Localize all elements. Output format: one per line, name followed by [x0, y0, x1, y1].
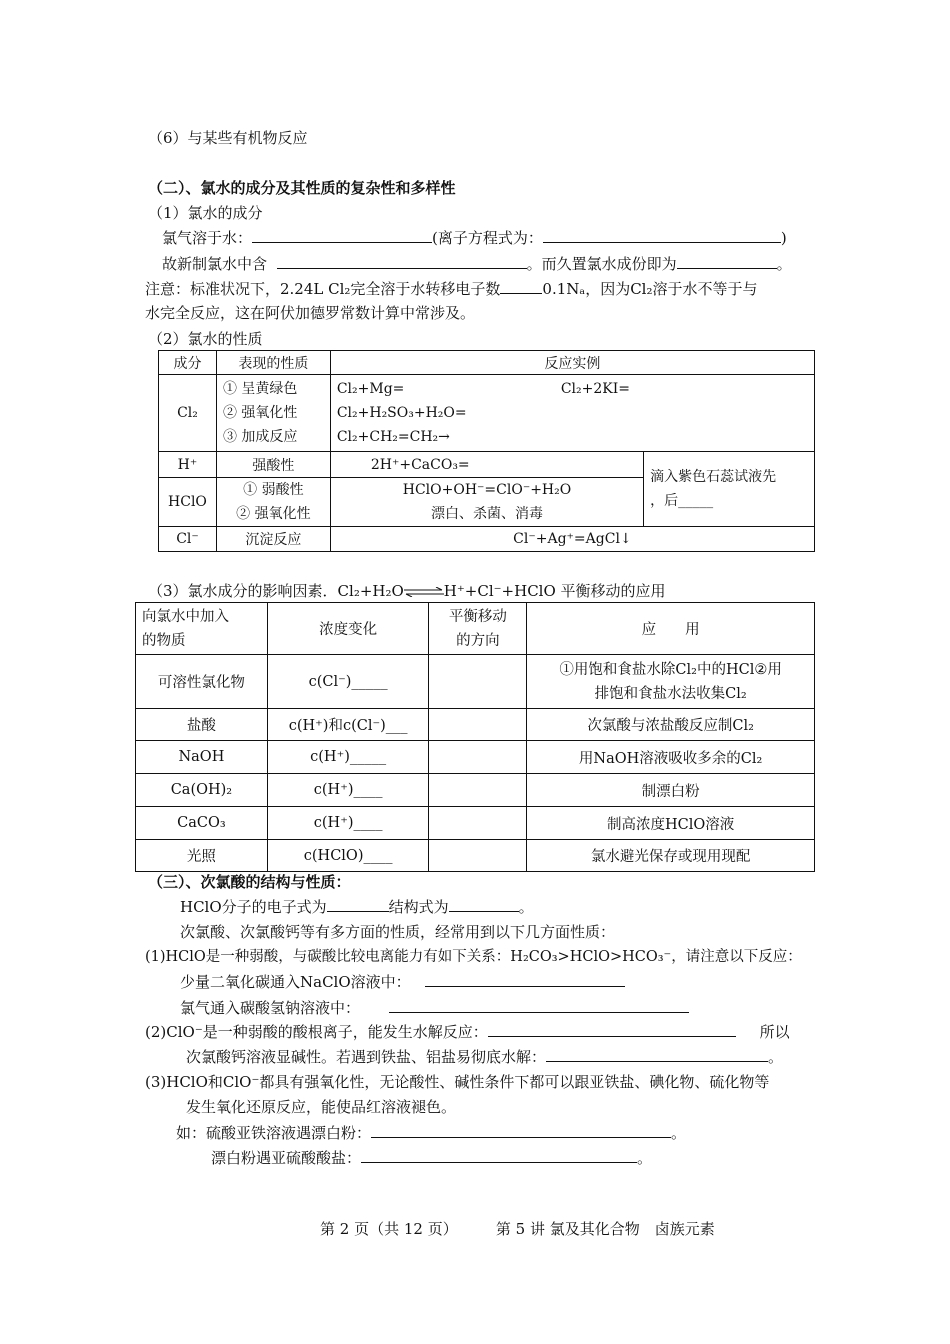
point-3-cont: 发生氧化还原反应，能使品红溶液褪色。: [186, 1098, 457, 1116]
substance: 可溶性氯化物: [136, 655, 268, 709]
substance: NaOH: [136, 741, 268, 774]
th-line: 平衡移动: [448, 608, 507, 625]
th-line: 向氯水中加入: [142, 608, 229, 625]
h-example: 2H⁺+CaCO₃=: [330, 452, 643, 478]
equilibrium-arrow-icon: [404, 587, 444, 597]
sub2: （2）氯水的性质: [148, 330, 263, 348]
line-text: HClO分子的电子式为: [180, 898, 327, 916]
th: [136, 603, 268, 655]
line-text: 。: [518, 898, 534, 916]
blank[interactable]: [500, 279, 542, 294]
note-line2: 水完全反应，这在阿伏加德罗常数计算中常涉及。: [145, 304, 476, 322]
line-text: 0.1Nₐ，因为Cl₂溶于水不等于与: [542, 280, 758, 298]
component-cl2: Cl₂: [159, 375, 217, 452]
cl2-props: [216, 375, 330, 452]
application: [527, 655, 815, 709]
cl2-examples: [330, 375, 814, 452]
line-text: 。: [776, 255, 792, 273]
line-text: 故新制氯水中含: [162, 255, 268, 273]
sulfite-line: [211, 1148, 652, 1168]
section2-title: （二）、氯水的成分及其性质的复杂性和多样性: [148, 179, 456, 197]
line-text: 。: [768, 1048, 784, 1066]
prop: ③ 加成反应: [222, 429, 298, 445]
line-text: 注意：标准状况下，2.24L Cl₂完全溶于水转移电子数: [145, 280, 501, 298]
h-prop: 强酸性: [216, 452, 330, 478]
example: 漂白、杀菌、消毒: [430, 506, 543, 522]
line-text: 少量二氧化碳通入NaClO溶液中：: [180, 973, 411, 991]
litmus-line: 滴入紫色石蕊试液先: [650, 469, 777, 485]
line-text: (2)ClO⁻是一种弱酸的酸根离子，能发生水解反应：: [145, 1023, 488, 1041]
th: 成分: [159, 351, 217, 375]
blank[interactable]: [327, 897, 389, 912]
lesson-title: 第 5 讲 氯及其化合物 卤族元素: [495, 1220, 715, 1238]
app-line: ①用饱和食盐水除Cl₂中的HCl②用: [559, 661, 782, 678]
point-2: [145, 1022, 790, 1042]
application: 次氯酸与浓盐酸反应制Cl₂: [527, 709, 815, 741]
th: 浓度变化: [267, 603, 429, 655]
line-text: 。而久置氯水成份即为: [526, 255, 677, 273]
point-2-cont: [186, 1047, 783, 1067]
line-text: （3）氯水成分的影响因素．Cl₂+H₂O: [148, 582, 404, 600]
properties-intro: 次氯酸、次氯酸钙等有多方面的性质，经常用到以下几方面性质：: [180, 923, 616, 941]
th: 表现的性质: [216, 351, 330, 375]
application: 制高浓度HClO溶液: [527, 807, 815, 840]
conc-change: c(Cl⁻)_____: [267, 655, 429, 709]
blank[interactable]: [277, 254, 527, 269]
shift-direction[interactable]: [429, 655, 527, 709]
application: 氯水避光保存或现用现配: [527, 840, 815, 872]
cl-ion-prop: 沉淀反应: [216, 527, 330, 552]
component-h: H⁺: [159, 452, 217, 478]
prop: ① 弱酸性: [243, 482, 304, 498]
component-hclo: HClO: [159, 478, 217, 527]
shift-direction[interactable]: [429, 709, 527, 741]
line-chlorine-dissolve: [162, 228, 787, 248]
line-text: 结构式为: [388, 898, 449, 916]
co2-line: [180, 972, 625, 992]
point-1: (1)HClO是一种弱酸，与碳酸比较电离能力有如下关系：H₂CO₃>HClO>HCO₃⁻，请注意以下反应：: [145, 949, 802, 965]
hclo-structure-line: [180, 897, 534, 917]
line-text: 。: [637, 1149, 653, 1167]
litmus-note: [644, 452, 815, 527]
conc-change: c(H⁺)_____: [267, 741, 429, 774]
blank[interactable]: [371, 1123, 671, 1138]
feso4-line: [176, 1123, 686, 1143]
hclo-examples: [330, 478, 643, 527]
prop: ① 呈黄绿色: [222, 381, 298, 397]
line-text: ): [780, 229, 787, 247]
nahco3-line: [180, 998, 689, 1018]
line-text: 。: [671, 1124, 687, 1142]
th: 应 用: [527, 603, 815, 655]
litmus-line: ，后_____: [650, 493, 714, 509]
note-line1: [145, 279, 757, 299]
example: HClO+OH⁻=ClO⁻+H₂O: [402, 482, 572, 498]
section3-title: （三）、次氯酸的结构与性质：: [148, 873, 351, 891]
example: [337, 377, 808, 401]
shift-direction[interactable]: [429, 741, 527, 774]
line-text: 所以: [759, 1023, 790, 1041]
substance: 盐酸: [136, 709, 268, 741]
th: [429, 603, 527, 655]
example: Cl₂+H₂SO₃+H₂O=: [336, 405, 467, 421]
hclo-props: [216, 478, 330, 527]
blank[interactable]: [546, 1047, 768, 1062]
prop: ② 强氧化性: [236, 506, 311, 522]
application: 用NaOH溶液吸收多余的Cl₂: [527, 741, 815, 774]
blank[interactable]: [488, 1022, 736, 1037]
line-text: H⁺+Cl⁻+HClO 平衡移动的应用: [443, 582, 666, 600]
line-text: 氯气溶于水：: [162, 229, 253, 247]
blank[interactable]: [677, 254, 777, 269]
prop: ② 强氧化性: [222, 405, 298, 421]
th: 反应实例: [330, 351, 814, 375]
equilibrium-table: [135, 602, 815, 872]
component-cl-ion: Cl⁻: [159, 527, 217, 552]
example: Cl₂+CH₂=CH₂→: [336, 429, 450, 445]
cl-ion-example: Cl⁻+Ag⁺=AgCl↓: [330, 527, 814, 552]
conc-change: c(H⁺)和c(Cl⁻)___: [267, 709, 429, 741]
page-number: 第 2 页（共 12 页）: [320, 1220, 458, 1238]
blank[interactable]: [252, 228, 432, 243]
properties-table: [158, 350, 815, 552]
conc-change: c(H⁺)____: [267, 774, 429, 807]
blank[interactable]: [449, 897, 519, 912]
blank[interactable]: [543, 228, 781, 243]
shift-direction[interactable]: [429, 840, 527, 872]
th-line: 的物质: [142, 632, 186, 649]
example-text: Cl₂+2KI=: [560, 381, 630, 397]
equilibrium-line: [148, 581, 666, 601]
blank[interactable]: [389, 998, 689, 1013]
blank[interactable]: [425, 972, 625, 987]
substance: Ca(OH)₂: [136, 774, 268, 807]
page-footer: [320, 1218, 715, 1239]
blank[interactable]: [361, 1148, 637, 1163]
conc-change: c(HClO)____: [267, 840, 429, 872]
application: 制漂白粉: [527, 774, 815, 807]
substance: CaCO₃: [136, 807, 268, 840]
section-6-line: （6）与某些有机物反应: [148, 129, 308, 147]
shift-direction[interactable]: [429, 807, 527, 840]
sub1: （1）氯水的成分: [148, 204, 263, 222]
point-3: (3)HClO和ClO⁻都具有强氧化性，无论酸性、碱性条件下都可以跟亚铁盐、碘化物、硫化物等: [145, 1073, 770, 1091]
line-text: 氯气通入碳酸氢钠溶液中：: [180, 999, 361, 1017]
example-text: Cl₂+Mg=: [336, 381, 405, 397]
substance: 光照: [136, 840, 268, 872]
line-fresh-water: [162, 254, 792, 274]
line-text: 漂白粉遇亚硫酸酸盐：: [211, 1149, 362, 1167]
th-line: 的方向: [456, 632, 500, 649]
shift-direction[interactable]: [429, 774, 527, 807]
line-text: 如：硫酸亚铁溶液遇漂白粉：: [176, 1124, 372, 1142]
conc-change: c(H⁺)____: [267, 807, 429, 840]
line-text: 次氯酸钙溶液显碱性。若遇到铁盐、铝盐易彻底水解：: [186, 1048, 547, 1066]
app-line: 排饱和食盐水法收集Cl₂: [594, 685, 747, 702]
line-text: (离子方程式为：: [432, 229, 543, 247]
